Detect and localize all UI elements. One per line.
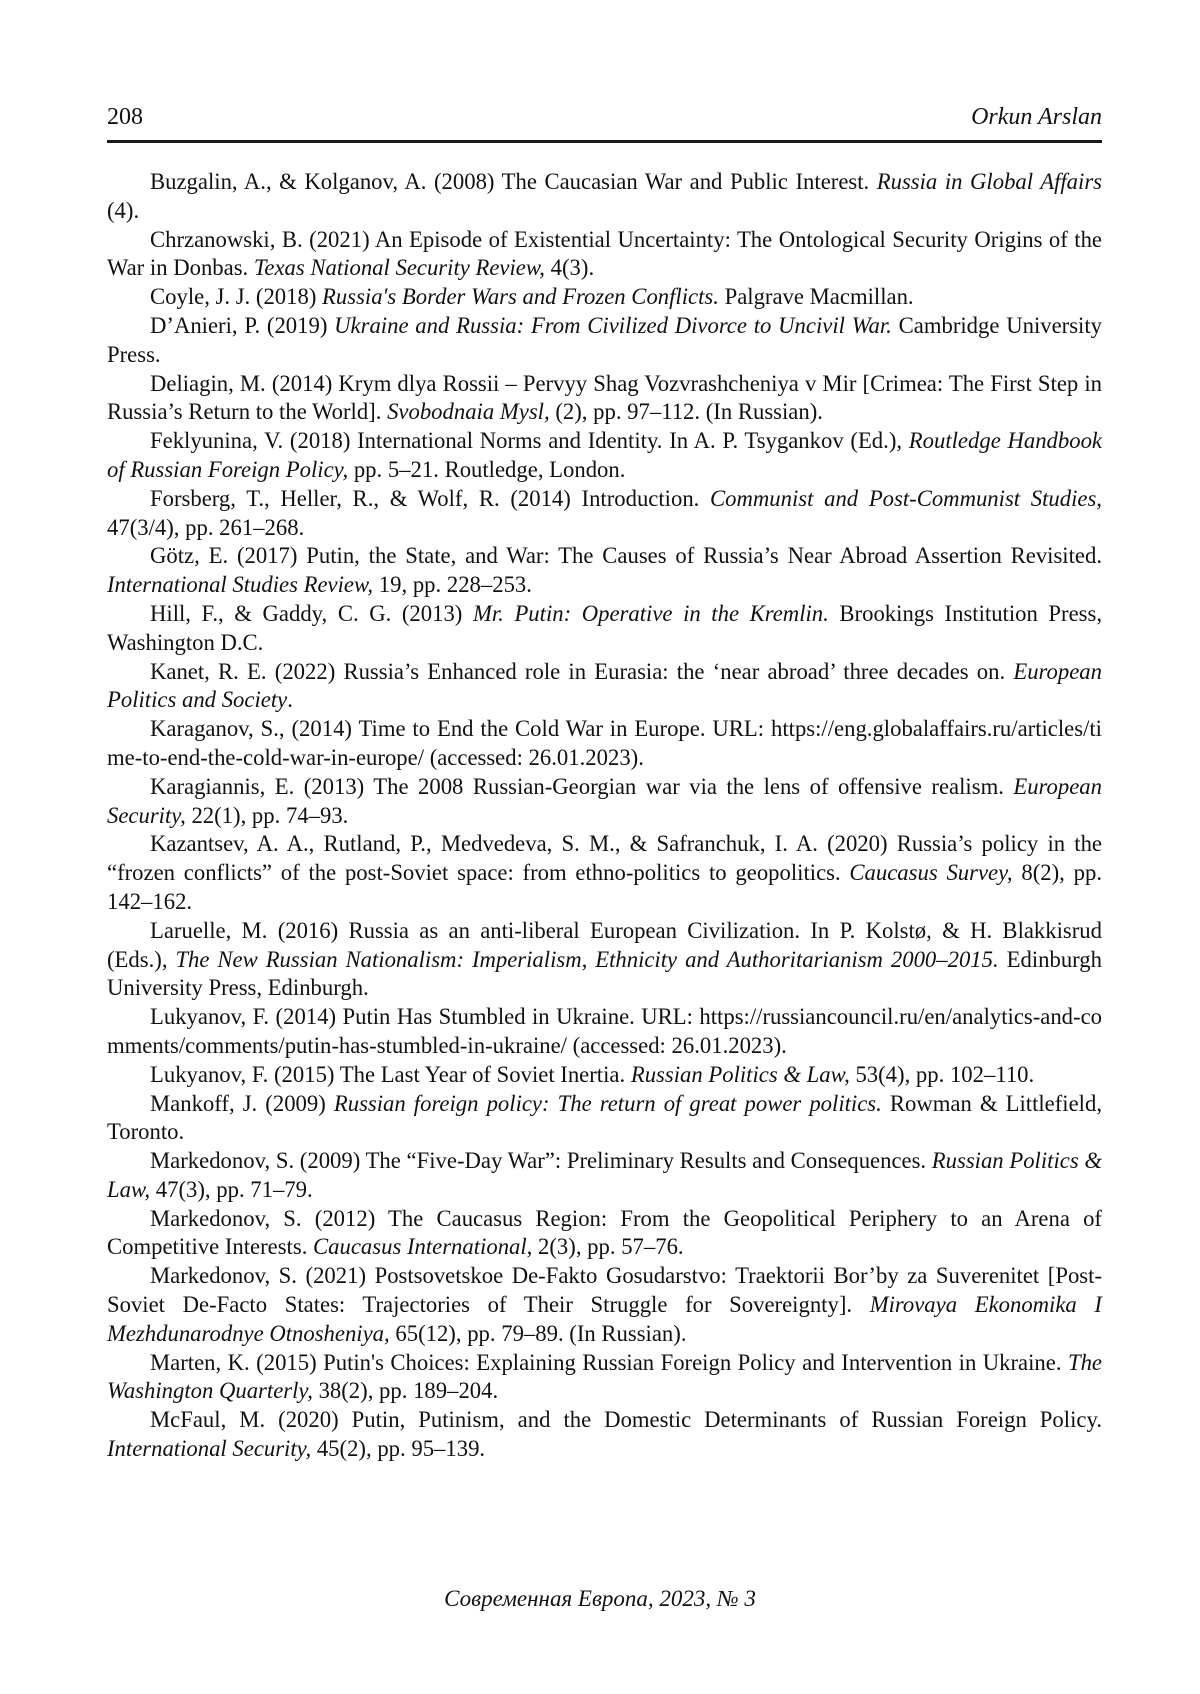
reference-entry	[107, 485, 1102, 543]
reference-details: Brookings Institution Press, Washington D.C.	[107, 600, 1103, 655]
reference-text: Deliagin, M. (2014) Krym dlya Rossii – Pervyy Shag Vozvrashcheniya v Mir [Crimea: The First Step in Russia’s Return to the World].	[107, 370, 1102, 425]
reference-url[interactable]: https://russiancouncil.ru/en/analytics-and-comments/comments/putin-has-stumbled-in-ukraine/	[107, 1004, 1102, 1058]
reference-text: Markedonov, S. (2012) The Caucasus Region: From the Geopolitical Periphery to an Arena of Competitive Interests.	[107, 1205, 1102, 1260]
reference-url[interactable]: https://eng.globalaffairs.ru/articles/time-to-end-the-cold-war-in-europe/	[107, 716, 1102, 770]
reference-text: Buzgalin, A., & Kolganov, A. (2008) The Caucasian War and Public Interest.	[150, 169, 877, 194]
reference-entry	[107, 830, 1102, 916]
reference-entry	[107, 427, 1102, 485]
reference-text: Lukyanov, F. (2014) Putin Has Stumbled in Ukraine. URL:	[150, 1004, 700, 1030]
reference-source-title: Russian foreign policy: The return of great power politics.	[333, 1090, 882, 1116]
reference-entry	[107, 1090, 1102, 1148]
reference-text: Feklyunina, V. (2018) International Norms and Identity. In A. P. Tsygankov (Ed.),	[150, 428, 909, 454]
reference-entry	[107, 1262, 1102, 1348]
reference-details: .	[287, 687, 293, 713]
reference-details: 38(2), pp. 189–204.	[312, 1378, 499, 1404]
reference-details: (accessed: 26.01.2023).	[424, 744, 644, 770]
reference-details: (2), pp. 97–112. (In Russian).	[549, 399, 823, 425]
reference-text: Kazantsev, A. A., Rutland, P., Medvedeva, S. M., & Safranchuk, I. A. (2020) Russia’s policy in the “frozen conflicts” of the post-Soviet space: from ethno-politics to geopolitics.	[107, 831, 1102, 886]
reference-text: Mankoff, J. (2009)	[150, 1090, 334, 1116]
reference-details: Cambridge University Press.	[107, 312, 1103, 367]
reference-details: 53(4), pp. 102–110.	[849, 1061, 1035, 1087]
reference-details: 47(3), pp. 71–79.	[150, 1176, 313, 1202]
reference-text: D’Anieri, P. (2019)	[150, 312, 335, 338]
reference-source-title: Texas National Security Review,	[253, 255, 545, 281]
reference-entry	[107, 1205, 1102, 1263]
running-header	[107, 104, 1102, 143]
journal-footer: Современная Европа, 2023, № 3	[444, 1586, 756, 1611]
reference-entry	[107, 1061, 1102, 1090]
reference-source-title: The Washington Quarterly,	[107, 1349, 1102, 1404]
reference-source-title: European Politics and Society	[107, 658, 1102, 713]
reference-text: Forsberg, T., Heller, R., & Wolf, R. (2014) Introduction.	[150, 485, 711, 511]
reference-entry	[107, 1406, 1102, 1464]
reference-source-title: Russian Politics & Law,	[630, 1061, 850, 1087]
reference-source-title: The New Russian Nationalism: Imperialism, Ethnicity and Authoritarianism 2000–2015.	[175, 946, 999, 972]
reference-source-title: Routledge Handbook of Russian Foreign Policy,	[107, 428, 1102, 482]
running-author: Orkun Arslan	[971, 104, 1102, 130]
reference-source-title: Russia's Border Wars and Frozen Conflicts.	[322, 284, 719, 310]
reference-details: 2(3), pp. 57–76.	[532, 1234, 684, 1260]
reference-details: 47(3/4), pp. 261–268.	[107, 514, 305, 540]
reference-details: 22(1), pp. 74–93.	[185, 802, 349, 828]
reference-text: Coyle, J. J. (2018)	[150, 284, 323, 310]
reference-text: Götz, E. (2017) Putin, the State, and War: The Causes of Russia’s Near Abroad Assertion Revisited.	[150, 543, 1102, 569]
reference-entry	[107, 658, 1102, 716]
reference-entry	[107, 715, 1102, 773]
reference-entry	[107, 1349, 1102, 1407]
reference-source-title: European Security,	[107, 773, 1102, 828]
reference-source-title: Russian Politics & Law,	[107, 1148, 1102, 1202]
reference-entry	[107, 283, 1102, 312]
reference-text: Lukyanov, F. (2015) The Last Year of Soviet Inertia.	[150, 1061, 631, 1087]
reference-details: Palgrave Macmillan.	[718, 284, 914, 310]
reference-details: (accessed: 26.01.2023).	[566, 1032, 787, 1058]
reference-source-title: Caucasus International,	[313, 1234, 533, 1260]
reference-source-title: International Studies Review,	[107, 572, 374, 598]
reference-entry	[107, 168, 1102, 226]
reference-list	[107, 168, 1102, 1464]
reference-details: (4).	[107, 197, 140, 223]
reference-source-title: Communist and Post-Communist Studies,	[710, 485, 1102, 511]
reference-entry	[107, 1003, 1102, 1061]
reference-source-title: International Security,	[107, 1436, 312, 1462]
reference-source-title: Caucasus Survey,	[849, 860, 1013, 886]
reference-source-title: Mirovaya Ekonomika I Mezhdunarodnye Otnosheniya,	[107, 1292, 1102, 1346]
reference-source-title: Svobodnaia Mysl,	[387, 399, 550, 425]
reference-text: Karagiannis, E. (2013) The 2008 Russian-Georgian war via the lens of offensive realism.	[150, 773, 1014, 799]
reference-details: 8(2), pp. 142–162.	[107, 860, 1102, 914]
reference-details: 65(12), pp. 79–89. (In Russian).	[389, 1320, 687, 1346]
reference-entry	[107, 773, 1102, 831]
reference-source-title: Russia in Global Affairs	[876, 169, 1102, 194]
reference-text: Kanet, R. E. (2022) Russia’s Enhanced role in Eurasia: the ‘near abroad’ three decades on.	[150, 658, 1014, 684]
reference-entry	[107, 600, 1102, 658]
reference-entry	[107, 370, 1102, 428]
reference-text: Markedonov, S. (2021) Postsovetskoe De-Fakto Gosudarstvo: Traektorii Bor’by za Suverenitet [Post-Soviet De-Facto States: Trajectories of Their Struggle for Sovereignty].	[107, 1263, 1102, 1318]
reference-text: Karaganov, S., (2014) Time to End the Cold War in Europe. URL:	[150, 716, 771, 742]
reference-text: Marten, K. (2015) Putin's Choices: Explaining Russian Foreign Policy and Intervention in Ukraine.	[150, 1349, 1068, 1375]
reference-entry	[107, 312, 1102, 370]
reference-details: 45(2), pp. 95–139.	[311, 1436, 486, 1462]
reference-details: 19, pp. 228–253.	[373, 572, 532, 598]
reference-text: Markedonov, S. (2009) The “Five-Day War”: Preliminary Results and Consequences.	[150, 1148, 932, 1174]
reference-details: pp. 5–21. Routledge, London.	[348, 456, 626, 482]
reference-details: Rowman & Littlefield, Toronto.	[107, 1090, 1102, 1145]
reference-source-title: Mr. Putin: Operative in the Kremlin.	[472, 600, 829, 626]
reference-entry	[107, 542, 1102, 600]
reference-details: Edinburgh University Press, Edinburgh.	[107, 946, 1102, 1001]
reference-entry	[107, 1147, 1102, 1205]
reference-entry	[107, 917, 1102, 1003]
reference-text: McFaul, M. (2020) Putin, Putinism, and the Domestic Determinants of Russian Foreign Policy.	[150, 1407, 1102, 1433]
reference-details: 4(3).	[544, 255, 595, 281]
page-number: 208	[107, 104, 143, 130]
reference-source-title: Ukraine and Russia: From Civilized Divorce to Uncivil War.	[334, 312, 892, 338]
reference-text: Chrzanowski, B. (2021) An Episode of Existential Uncertainty: The Ontological Security Origins of the War in Donbas.	[107, 226, 1102, 281]
reference-text: Laruelle, M. (2016) Russia as an anti-liberal European Civilization. In P. Kolstø, & H. Blakkisrud (Eds.),	[107, 917, 1102, 972]
reference-entry	[107, 226, 1102, 284]
reference-text: Hill, F., & Gaddy, C. G. (2013)	[150, 600, 473, 626]
